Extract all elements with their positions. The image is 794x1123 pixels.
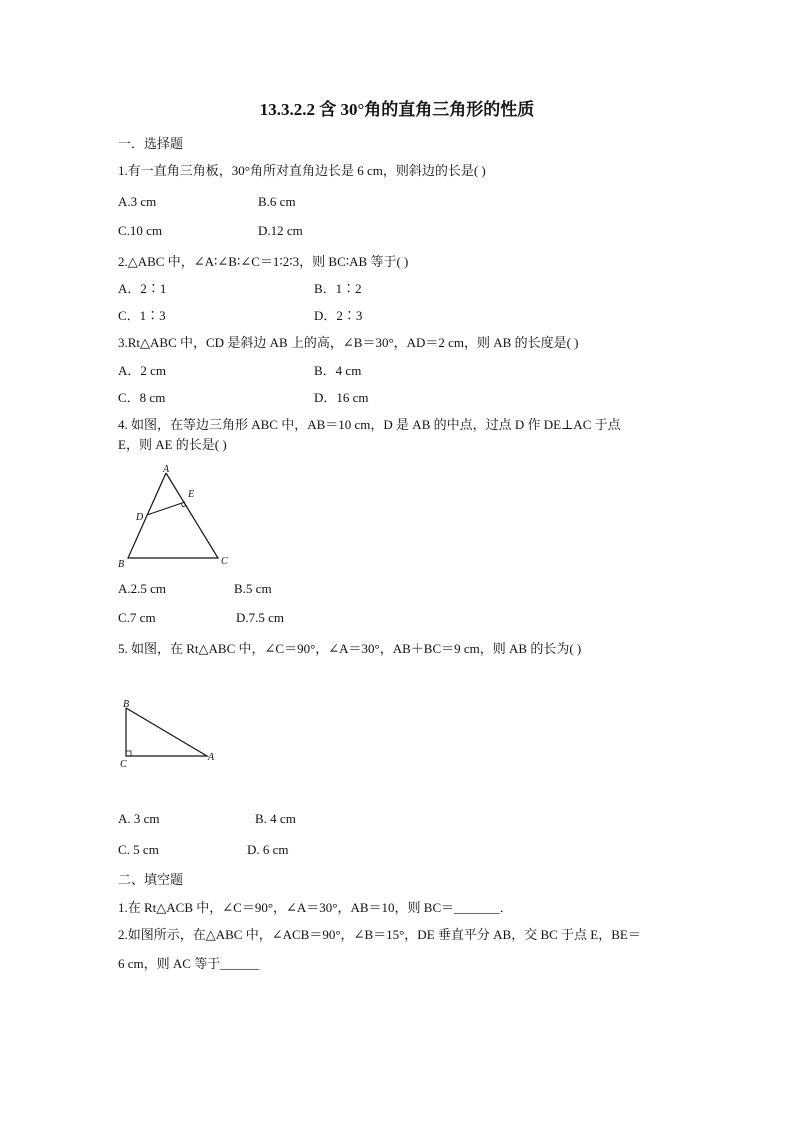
section-heading-fill-in: 二、填空题 [118,872,184,887]
question-2-option-c: C．1∶3 [118,308,166,323]
point-label-d: D [136,512,144,523]
question-3-option-c: C．8 cm [118,390,166,405]
question-1-stem: 1.有一直角三角板，30°角所对直角边长是 6 cm，则斜边的长是( ) [118,163,486,178]
question-3-option-d: D．16 cm [314,390,369,405]
question-4-stem-line-1: 4. 如图，在等边三角形 ABC 中，AB＝10 cm，D 是 AB 的中点，过点 D 作 DE⊥AC 于点 [118,417,621,432]
fill-question-1: 1.在 Rt△ACB 中，∠C＝90°，∠A＝30°，AB＝10，则 BC＝_______． [118,900,513,915]
question-3-option-b: B．4 cm [314,363,362,378]
question-5-option-c: C. 5 cm [118,842,159,857]
vertex-label-a: A [163,464,170,475]
question-1-option-a: A.3 cm [118,194,157,209]
question-2-option-d: D．2∶3 [314,308,363,323]
vertex-label-c: C [221,556,228,567]
question-2-option-a: A．2∶1 [118,281,167,296]
question-3-option-a: A．2 cm [118,363,167,378]
question-1-option-c: C.10 cm [118,223,163,238]
question-5-option-a: A. 3 cm [118,811,160,826]
question-4-option-a: A.2.5 cm [118,581,167,596]
vertex-label-b: B [123,699,130,710]
fill-question-2-line-2: 6 cm，则 AC 等于______ [118,956,260,971]
question-5-option-b: B. 4 cm [255,811,296,826]
triangle-abc [126,708,207,756]
question-4-option-c: C.7 cm [118,610,156,625]
question-3-stem: 3.Rt△ABC 中，CD 是斜边 AB 上的高，∠B＝30°，AD＝2 cm，则 AB 的长度是( ) [118,335,579,350]
question-2-option-b: B．1∶2 [314,281,362,296]
question-5-right-triangle-figure [112,694,232,774]
question-4-option-d: D.7.5 cm [236,610,285,625]
question-2-stem: 2.△ABC 中，∠A∶∠B∶∠C＝1∶2∶3，则 BC∶AB 等于( ) [118,254,409,269]
right-angle-mark [126,751,131,756]
vertex-label-a: A [208,752,215,763]
page-title: 13.3.2.2 含 30°角的直角三角形的性质 [259,100,535,119]
question-5-stem: 5. 如图，在 Rt△ABC 中，∠C＝90°，∠A＝30°，AB＋BC＝9 cm，则 AB 的长为( ) [118,641,582,656]
question-4-option-b: B.5 cm [234,581,272,596]
fill-question-2-line-1: 2.如图所示，在△ABC 中，∠ACB＝90°，∠B＝15°，DE 垂直平分 AB，交 BC 于点 E，BE＝ [118,927,641,942]
question-5-option-d: D. 6 cm [247,842,289,857]
vertex-label-c: C [120,759,127,770]
point-label-e: E [188,489,195,500]
question-4-stem-line-2: E，则 AE 的长是( ) [118,437,227,452]
question-1-option-b: B.6 cm [258,194,296,209]
question-4-triangle-figure [112,462,232,572]
section-heading-choice: 一．选择题 [118,136,184,151]
vertex-label-b: B [118,559,125,570]
question-1-option-d: D.12 cm [258,223,303,238]
